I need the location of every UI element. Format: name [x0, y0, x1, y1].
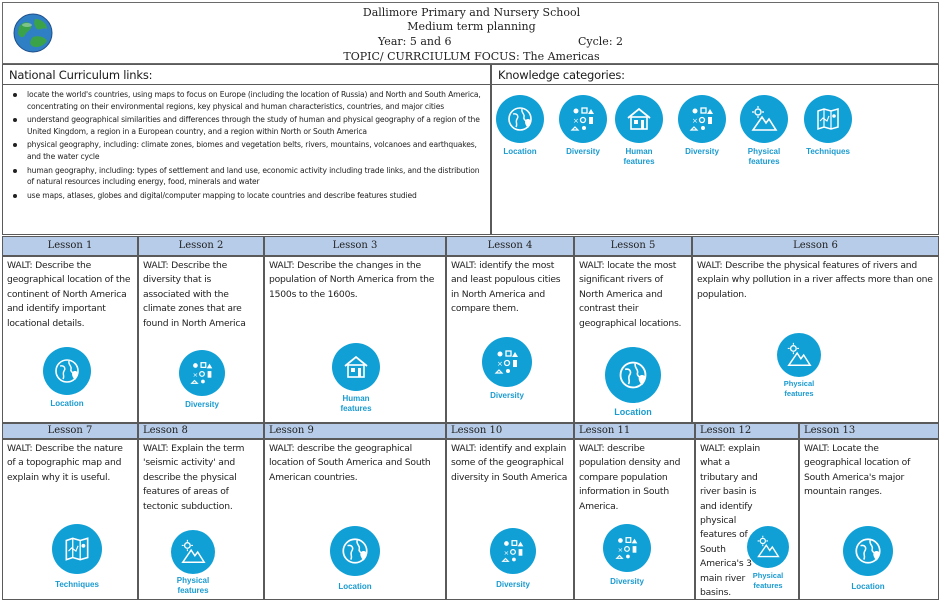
category-label: Physical features — [752, 571, 784, 590]
knowledge-item-diversity — [672, 95, 732, 157]
lesson-walt: WALT: Explain the term 'seismic activity' and describe the physical features of areas of tectonic subduction. — [143, 443, 245, 512]
diversity-icon — [482, 337, 532, 387]
lesson-category — [37, 347, 97, 409]
location-icon — [496, 95, 544, 143]
lesson-walt: WALT: Describe the nature of a topographic map and explain why it is useful. — [7, 443, 123, 483]
curriculum-item: human geography, including: types of settlement and land use, economic activity including trade links, and the distribution of natural resources including energy, food, minerals and water — [11, 165, 484, 188]
lesson-category — [740, 526, 796, 591]
lesson-header: Lesson 12 — [695, 423, 799, 439]
lesson-cell — [264, 439, 446, 600]
lesson-header: Lesson 5 — [574, 236, 692, 256]
lesson-header: Lesson 1 — [2, 236, 138, 256]
physical-features-icon — [171, 530, 215, 574]
lesson-header: Lesson 9 — [264, 423, 446, 439]
diversity-icon — [559, 95, 607, 143]
lesson-walt: WALT: Describe the geographical location of the continent of North America and identify important locational details. — [7, 260, 131, 329]
location-icon — [843, 526, 893, 576]
lesson-walt: WALT: Describe the diversity that is associated with the climate zones that are found in North America — [143, 260, 246, 329]
curriculum-list — [3, 85, 490, 201]
lesson-category — [163, 530, 223, 596]
lesson-walt: WALT: identify the most and least populous cities in North America and compare them. — [451, 260, 561, 315]
lesson-header: Lesson 8 — [138, 423, 264, 439]
category-label: Location — [851, 582, 885, 591]
topic-label: TOPIC/ CURRCIULUM FOCUS: The Americas — [343, 50, 600, 63]
lesson-cell — [574, 256, 692, 423]
lesson-cell — [446, 256, 574, 423]
knowledge-icons — [492, 85, 938, 233]
knowledge-label: Physical features — [747, 147, 781, 166]
lesson-header: Lesson 11 — [574, 423, 695, 439]
lesson-cell — [2, 439, 138, 600]
physical-features-icon — [747, 526, 789, 568]
knowledge-categories-panel — [491, 64, 939, 235]
header — [2, 2, 939, 64]
knowledge-categories-title: Knowledge categories: — [492, 65, 938, 85]
lesson-header: Lesson 13 — [799, 423, 939, 439]
lesson-category — [172, 350, 232, 410]
diversity-icon — [603, 524, 651, 572]
curriculum-item: physical geography, including: climate zones, biomes and vegetation belts, rivers, mountains, volcanoes and earthquakes, and the water cycle — [11, 139, 484, 162]
category-label: Diversity — [490, 391, 524, 400]
lesson-category — [597, 524, 657, 587]
lesson-category — [47, 524, 107, 590]
national-curriculum-panel — [2, 64, 491, 235]
lesson-cell — [138, 256, 264, 423]
lesson-category — [769, 333, 829, 399]
diversity-icon — [490, 528, 536, 574]
lesson-walt: WALT: Describe the physical features of rivers and explain why pollution in a river affects more than one population. — [697, 260, 933, 300]
lesson-walt: WALT: Describe the changes in the population of North America from the 1500s to the 1600s. — [269, 260, 435, 300]
knowledge-item-location — [490, 95, 550, 157]
category-label: Diversity — [185, 400, 219, 409]
lesson-walt: WALT: Locate the geographical location of South America's major mountain ranges. — [804, 443, 911, 498]
knowledge-item-diversity — [553, 95, 613, 157]
lesson-header: Lesson 4 — [446, 236, 574, 256]
lesson-walt: WALT: identify and explain some of the geographical diversity in South America — [451, 443, 568, 483]
category-label: Techniques — [55, 580, 99, 589]
physical-features-icon — [740, 95, 788, 143]
knowledge-item-techniques — [798, 95, 858, 157]
techniques-icon — [52, 524, 102, 574]
curriculum-item: locate the world's countries, using maps to focus on Europe (including the location of Russia) and North and South America, concentrating on their environmental regions, key physical and human characteristics, countries, and major cities — [11, 89, 484, 112]
lesson-category — [477, 337, 537, 401]
location-icon — [43, 347, 91, 395]
knowledge-label: Human features — [623, 147, 655, 166]
physical-features-icon — [777, 333, 821, 377]
lesson-cell — [446, 439, 574, 600]
knowledge-label: Diversity — [566, 147, 600, 156]
lesson-header: Lesson 3 — [264, 236, 446, 256]
svg-text:×: × — [573, 117, 579, 125]
lesson-cell — [138, 439, 264, 600]
human-features-icon — [332, 343, 380, 391]
knowledge-label: Location — [503, 147, 537, 156]
category-label: Physical features — [783, 379, 815, 398]
location-icon — [605, 347, 661, 403]
lesson-header: Lesson 2 — [138, 236, 264, 256]
lesson-walt: WALT: describe population density and compare population information in South America. — [579, 443, 681, 512]
diversity-icon — [678, 95, 726, 143]
category-label: Physical features — [176, 576, 210, 595]
cycle-label: Cycle: 2 — [578, 35, 624, 48]
lesson-cell — [799, 439, 939, 600]
svg-text:×: × — [617, 545, 624, 554]
category-label: Diversity — [496, 580, 530, 589]
knowledge-label: Techniques — [806, 147, 850, 156]
svg-text:×: × — [692, 117, 698, 125]
lesson-category — [838, 526, 898, 592]
knowledge-label: Diversity — [685, 147, 719, 156]
lesson-category — [323, 343, 389, 414]
category-label: Location — [614, 407, 652, 417]
category-label: Location — [50, 399, 84, 408]
lesson-header: Lesson 10 — [446, 423, 574, 439]
lesson-walt: WALT: describe the geographical location of South America and South American countries. — [269, 443, 431, 483]
lesson-category — [483, 528, 543, 590]
svg-text:×: × — [192, 370, 199, 379]
knowledge-item-human-features — [609, 95, 669, 166]
techniques-icon — [804, 95, 852, 143]
human-features-icon — [615, 95, 663, 143]
lesson-cell — [2, 256, 138, 423]
svg-text:×: × — [503, 548, 510, 557]
lesson-cell — [264, 256, 446, 423]
category-label: Location — [338, 582, 372, 591]
lesson-cell — [574, 439, 695, 600]
diversity-icon — [179, 350, 225, 396]
lesson-header: Lesson 7 — [2, 423, 138, 439]
lesson-walt: WALT: locate the most significant rivers of North America and contrast their geographical locations. — [579, 260, 682, 329]
school-name: Dallimore Primary and Nursery School — [362, 6, 581, 19]
curriculum-item: use maps, atlases, globes and digital/computer mapping to locate countries and describe features studied — [11, 190, 484, 202]
category-label: Human features — [340, 394, 372, 413]
curriculum-item: understand geographical similarities and differences through the study of human and physical geography of a region of the United Kingdom, a region in a European country, and a region within North or South America — [11, 114, 484, 137]
lesson-cell — [695, 439, 799, 600]
globe-logo-icon — [13, 13, 53, 53]
year-label: Year: 5 and 6 — [378, 35, 452, 48]
lesson-cell — [692, 256, 939, 423]
lesson-category — [325, 526, 385, 592]
lesson-walt: WALT: explain what a tributary and river basin is and identify physical features of South America's 3 main river basins. — [700, 443, 761, 599]
location-icon — [330, 526, 380, 576]
category-label: Diversity — [610, 577, 644, 586]
lesson-header: Lesson 6 — [692, 236, 939, 256]
lesson-category — [603, 347, 663, 417]
svg-text:×: × — [497, 360, 503, 368]
knowledge-item-physical-features — [734, 95, 794, 166]
planning-subtitle: Medium term planning — [407, 20, 536, 33]
national-curriculum-title: National Curriculum links: — [3, 65, 490, 85]
